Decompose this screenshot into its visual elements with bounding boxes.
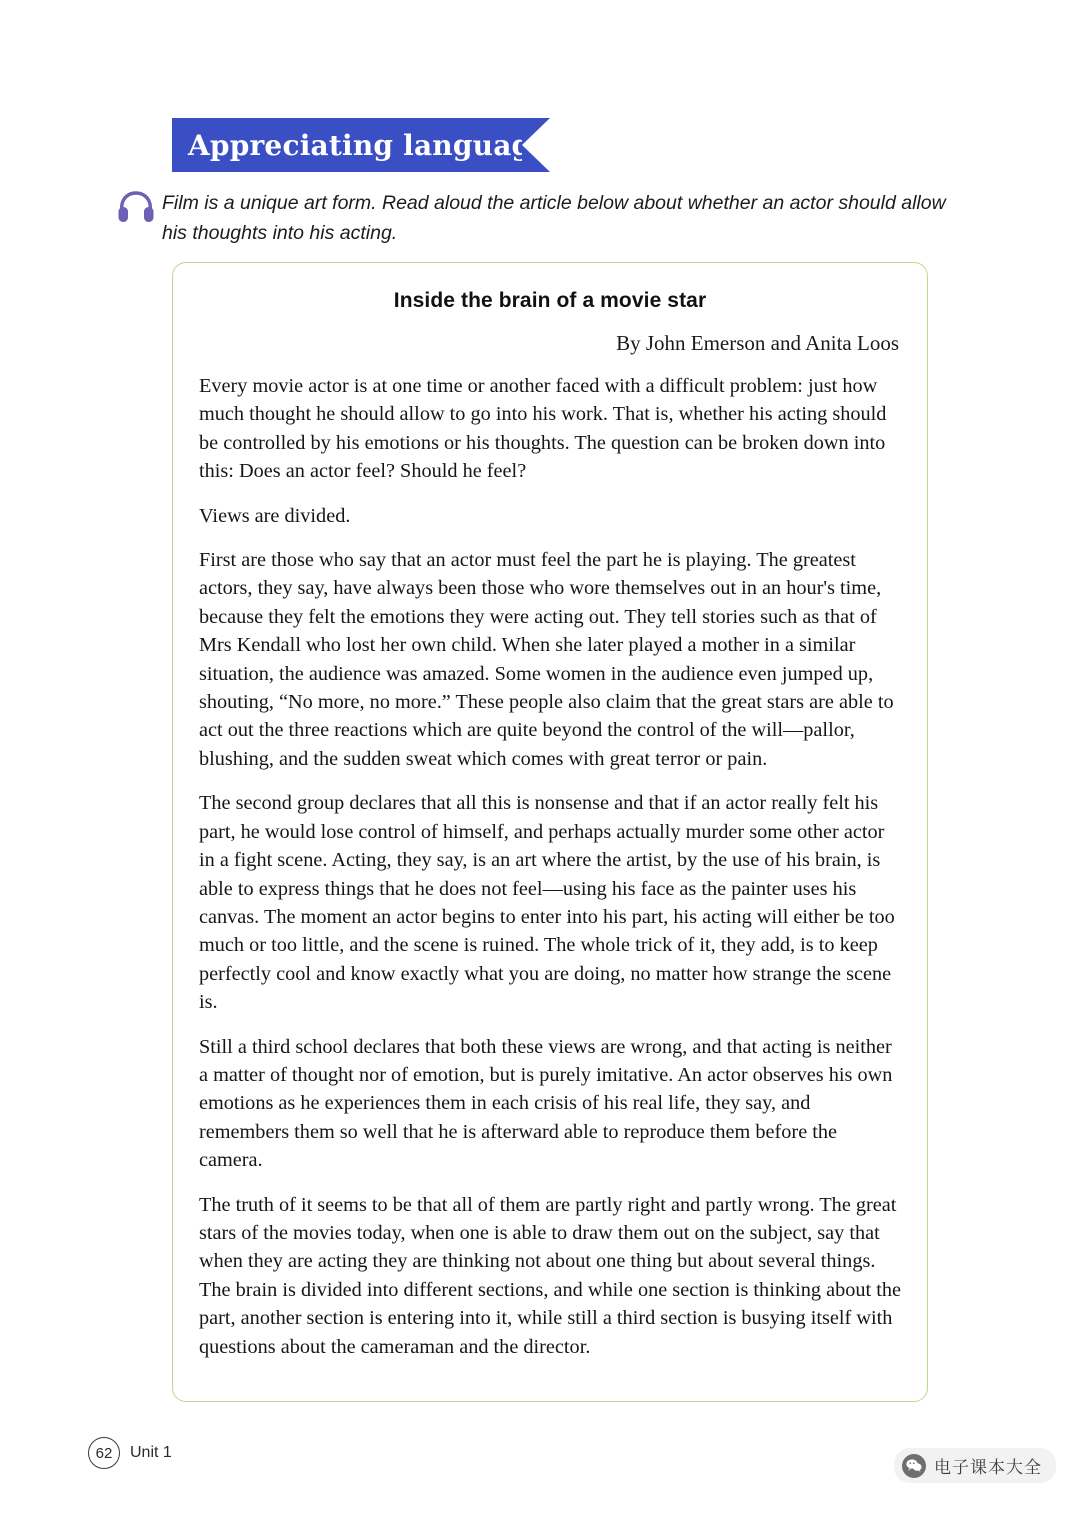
unit-label: Unit 1 xyxy=(130,1444,172,1461)
article-paragraph: The second group declares that all this is nonsense and that if an actor really felt his part, he would lose control of himself, and perhaps actually murder some other actor in a fight scene. Acting, they say, is an art where the artist, by the use of his brain, is able to express things that he does not feel—using his face as the painter uses his canvas. The moment an actor begins to enter into his part, his acting will either be too much or too little, and the scene is ruined. The whole trick of it, they add, is to keep perfectly cool and know exactly what you are doing, no matter how strange the scene is. xyxy=(199,792,895,1014)
instruction-row xyxy=(116,188,946,248)
section-banner xyxy=(172,118,552,172)
page-footer xyxy=(88,1437,172,1469)
article-paragraph: Every movie actor is at one time or another faced with a difficult problem: just how much thought he should allow to go into his work. That is, whether his acting should be controlled by his emotions or his thoughts. The question can be broken down into this: Does an actor feel? Should he feel? xyxy=(199,375,887,483)
article-paragraph: Still a third school declares that both these views are wrong, and that acting is neither a matter of thought nor of emotion, but is purely imitative. An actor observes his own emotions as he experiences them in each crisis of his real life, they say, and remembers them so well that he is afterward able to reproduce them before the camera. xyxy=(199,1035,893,1172)
banner-arrow-tail xyxy=(522,118,550,172)
article-paragraph: First are those who say that an actor must feel the part he is playing. The greatest actors, they say, have always been those who wore themselves out in an hour's time, because they felt the emotions they were acting out. They tell stories such as that of Mrs Kendall who lost her own child. When she later played a mother in a similar situation, the audience was amazed. Some women in the audience even jumped up, shouting, “No more, no more.” These people also claim that the great stars are able to act out the three reactions which are quite beyond the control of the will—pallor, blushing, and the sudden sweat which comes with great terror or pain. xyxy=(199,549,894,770)
watermark-text: 电子课本大全 xyxy=(934,1458,1042,1477)
article-card xyxy=(172,262,928,1402)
article-title: Inside the brain of a movie star xyxy=(393,289,707,312)
wechat-icon xyxy=(902,1454,926,1478)
headphones-icon xyxy=(116,188,160,229)
section-banner-body xyxy=(172,118,550,172)
section-title: Appreciating language xyxy=(188,128,550,162)
article-paragraph: The truth of it seems to be that all of them are partly right and partly wrong. The great stars of the movies today, when one is able to draw them out on the subject, say that when they are acting they are thinking not about one thing but about several things. The brain is divided into different sections, and while one section is thinking about the part, another section is entering into it, while still a third section is busying itself with questions about the cameraman and the director. xyxy=(199,1193,902,1358)
instruction-text: Film is a unique art form. Read aloud the article below about whether an actor should allow his thoughts into his acting. xyxy=(162,192,946,245)
article-byline: By John Emerson and Anita Loos xyxy=(616,331,899,355)
page-number: 62 xyxy=(88,1437,120,1469)
watermark-badge xyxy=(894,1448,1056,1483)
article-paragraph: Views are divided. xyxy=(199,504,351,527)
